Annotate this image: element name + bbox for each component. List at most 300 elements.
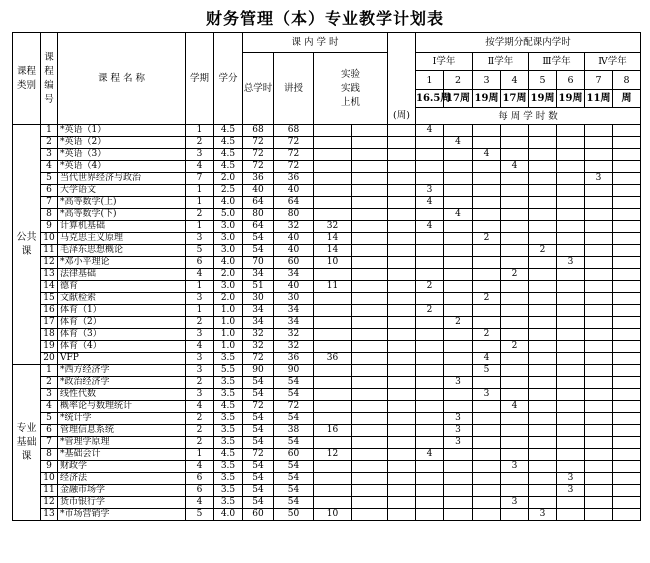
semester-weekly-hours — [529, 413, 557, 425]
course-total-hours: 70 — [243, 257, 274, 269]
header-name: 课 程 名 称 — [58, 33, 186, 125]
semester-weekly-hours — [473, 185, 501, 197]
semester-weekly-hours — [557, 449, 585, 461]
course-total-hours: 72 — [243, 353, 274, 365]
semester-weekly-hours: 3 — [557, 485, 585, 497]
course-credit: 1.0 — [214, 305, 243, 317]
course-number: 6 — [41, 185, 58, 197]
course-lecture-hours: 38 — [274, 425, 314, 437]
semester-weekly-hours — [557, 233, 585, 245]
semester-weekly-hours — [416, 413, 444, 425]
table-row — [13, 233, 641, 245]
course-lecture-hours: 60 — [274, 257, 314, 269]
course-lab-hours: 14 — [314, 233, 352, 245]
semester-weekly-hours — [416, 473, 444, 485]
semester-weekly-hours — [585, 125, 613, 137]
course-credit: 1.0 — [214, 317, 243, 329]
course-term: 4 — [186, 461, 214, 473]
course-credit: 4.5 — [214, 125, 243, 137]
course-name: 管理信息系统 — [58, 425, 186, 437]
header-semester: 5 — [529, 71, 557, 90]
course-credit: 4.5 — [214, 137, 243, 149]
course-total-hours: 54 — [243, 413, 274, 425]
course-credit: 2.5 — [214, 185, 243, 197]
course-credit: 4.0 — [214, 197, 243, 209]
course-number: 11 — [41, 245, 58, 257]
course-lab-hours — [314, 365, 352, 377]
header-year-2: Ⅱ学年 — [473, 53, 529, 71]
header-lab-practice-computer — [314, 53, 388, 125]
course-lecture-hours: 32 — [274, 221, 314, 233]
course-weeks — [388, 221, 416, 233]
semester-weekly-hours — [585, 245, 613, 257]
semester-weekly-hours — [473, 473, 501, 485]
category-label: 专业基础课 — [13, 365, 41, 521]
semester-weekly-hours — [529, 401, 557, 413]
course-number: 8 — [41, 449, 58, 461]
course-lab-hours — [314, 461, 352, 473]
semester-weekly-hours — [444, 149, 473, 161]
course-lecture-hours: 34 — [274, 269, 314, 281]
course-total-hours: 72 — [243, 401, 274, 413]
semester-weekly-hours — [557, 353, 585, 365]
semester-weekly-hours — [529, 353, 557, 365]
semester-weekly-hours — [501, 437, 529, 449]
course-name: 线性代数 — [58, 389, 186, 401]
course-computer-hours — [352, 197, 388, 209]
course-term: 4 — [186, 161, 214, 173]
course-lecture-hours: 40 — [274, 185, 314, 197]
semester-weekly-hours — [416, 161, 444, 173]
course-number: 4 — [41, 161, 58, 173]
course-computer-hours — [352, 173, 388, 185]
semester-weekly-hours — [473, 161, 501, 173]
semester-weekly-hours — [613, 437, 641, 449]
semester-weekly-hours — [416, 353, 444, 365]
course-name: *管理学原理 — [58, 437, 186, 449]
semester-weekly-hours — [557, 497, 585, 509]
semester-weekly-hours — [416, 425, 444, 437]
semester-weekly-hours — [473, 245, 501, 257]
semester-weekly-hours — [473, 461, 501, 473]
semester-weekly-hours: 4 — [501, 161, 529, 173]
course-weeks — [388, 197, 416, 209]
semester-weekly-hours — [557, 209, 585, 221]
course-computer-hours — [352, 401, 388, 413]
course-lecture-hours: 36 — [274, 353, 314, 365]
header-weeks: 16.5周 — [416, 90, 444, 108]
course-number: 3 — [41, 149, 58, 161]
course-name: 体育（2） — [58, 317, 186, 329]
semester-weekly-hours — [473, 281, 501, 293]
semester-weekly-hours — [529, 233, 557, 245]
course-total-hours: 34 — [243, 305, 274, 317]
table-row — [13, 449, 641, 461]
teaching-plan-table — [12, 32, 641, 521]
course-weeks — [388, 281, 416, 293]
course-number: 13 — [41, 509, 58, 521]
course-credit: 3.5 — [214, 497, 243, 509]
course-credit: 3.5 — [214, 425, 243, 437]
semester-weekly-hours — [473, 377, 501, 389]
semester-weekly-hours — [557, 341, 585, 353]
course-computer-hours — [352, 293, 388, 305]
semester-weekly-hours — [501, 173, 529, 185]
course-computer-hours — [352, 269, 388, 281]
semester-weekly-hours — [585, 317, 613, 329]
semester-weekly-hours — [444, 161, 473, 173]
semester-weekly-hours — [444, 353, 473, 365]
course-name: *政治经济学 — [58, 377, 186, 389]
course-computer-hours — [352, 125, 388, 137]
course-lab-hours: 36 — [314, 353, 352, 365]
course-computer-hours — [352, 257, 388, 269]
course-weeks — [388, 341, 416, 353]
course-credit: 3.5 — [214, 353, 243, 365]
semester-weekly-hours: 2 — [473, 329, 501, 341]
course-term: 4 — [186, 401, 214, 413]
semester-weekly-hours — [613, 365, 641, 377]
semester-weekly-hours — [416, 317, 444, 329]
semester-weekly-hours: 3 — [557, 473, 585, 485]
semester-weekly-hours — [501, 221, 529, 233]
course-lab-hours — [314, 125, 352, 137]
course-name: *英语（2） — [58, 137, 186, 149]
semester-weekly-hours — [473, 401, 501, 413]
semester-weekly-hours — [613, 293, 641, 305]
course-term: 3 — [186, 353, 214, 365]
semester-weekly-hours: 4 — [416, 125, 444, 137]
semester-weekly-hours — [444, 449, 473, 461]
course-computer-hours — [352, 185, 388, 197]
semester-weekly-hours — [416, 233, 444, 245]
course-weeks — [388, 461, 416, 473]
course-credit: 3.5 — [214, 461, 243, 473]
course-total-hours: 30 — [243, 293, 274, 305]
course-total-hours: 64 — [243, 197, 274, 209]
header-semester: 6 — [557, 71, 585, 90]
course-computer-hours — [352, 449, 388, 461]
table-row — [13, 497, 641, 509]
course-weeks — [388, 425, 416, 437]
semester-weekly-hours — [529, 317, 557, 329]
course-term: 4 — [186, 269, 214, 281]
course-total-hours: 72 — [243, 449, 274, 461]
course-total-hours: 54 — [243, 425, 274, 437]
course-term: 2 — [186, 209, 214, 221]
semester-weekly-hours — [585, 221, 613, 233]
semester-weekly-hours — [613, 377, 641, 389]
semester-weekly-hours — [444, 245, 473, 257]
semester-weekly-hours — [613, 257, 641, 269]
course-name: *市场营销学 — [58, 509, 186, 521]
course-lecture-hours: 40 — [274, 245, 314, 257]
semester-weekly-hours — [557, 365, 585, 377]
course-credit: 3.5 — [214, 473, 243, 485]
course-credit: 3.5 — [214, 485, 243, 497]
course-weeks — [388, 389, 416, 401]
course-total-hours: 54 — [243, 377, 274, 389]
semester-weekly-hours — [529, 425, 557, 437]
course-name: 当代世界经济与政治 — [58, 173, 186, 185]
course-term: 3 — [186, 389, 214, 401]
course-number: 14 — [41, 281, 58, 293]
course-lecture-hours: 40 — [274, 281, 314, 293]
semester-weekly-hours: 4 — [501, 401, 529, 413]
semester-weekly-hours — [444, 293, 473, 305]
course-computer-hours — [352, 425, 388, 437]
semester-weekly-hours — [444, 125, 473, 137]
table-row — [13, 425, 641, 437]
course-lab-hours — [314, 389, 352, 401]
course-weeks — [388, 149, 416, 161]
course-term: 3 — [186, 149, 214, 161]
semester-weekly-hours — [529, 341, 557, 353]
semester-weekly-hours: 2 — [473, 293, 501, 305]
course-name: 金融市场学 — [58, 485, 186, 497]
course-total-hours: 72 — [243, 149, 274, 161]
course-term: 3 — [186, 293, 214, 305]
semester-weekly-hours — [613, 209, 641, 221]
semester-weekly-hours — [501, 257, 529, 269]
semester-weekly-hours — [557, 509, 585, 521]
header-weekly-hours: 每 周 学 时 数 — [416, 108, 641, 125]
semester-weekly-hours — [557, 173, 585, 185]
course-name: *西方经济学 — [58, 365, 186, 377]
course-weeks — [388, 317, 416, 329]
course-computer-hours — [352, 329, 388, 341]
semester-weekly-hours — [557, 125, 585, 137]
course-weeks — [388, 437, 416, 449]
header-category: 课程类别 — [13, 33, 41, 125]
semester-weekly-hours: 2 — [501, 341, 529, 353]
semester-weekly-hours — [585, 485, 613, 497]
table-row — [13, 413, 641, 425]
semester-weekly-hours — [557, 437, 585, 449]
course-lab-hours: 10 — [314, 509, 352, 521]
course-weeks — [388, 305, 416, 317]
course-lecture-hours: 36 — [274, 173, 314, 185]
semester-weekly-hours — [501, 425, 529, 437]
semester-weekly-hours — [557, 281, 585, 293]
semester-weekly-hours — [557, 293, 585, 305]
semester-weekly-hours — [444, 257, 473, 269]
course-term: 1 — [186, 221, 214, 233]
course-lecture-hours: 54 — [274, 437, 314, 449]
semester-weekly-hours — [557, 197, 585, 209]
course-lab-hours — [314, 401, 352, 413]
table-row — [13, 161, 641, 173]
course-credit: 5.0 — [214, 209, 243, 221]
course-credit: 3.0 — [214, 245, 243, 257]
table-row — [13, 365, 641, 377]
semester-weekly-hours — [444, 473, 473, 485]
table-row — [13, 125, 641, 137]
course-weeks — [388, 137, 416, 149]
semester-weekly-hours — [444, 233, 473, 245]
course-number: 6 — [41, 425, 58, 437]
semester-weekly-hours — [416, 401, 444, 413]
semester-weekly-hours: 3 — [501, 461, 529, 473]
course-lab-hours — [314, 161, 352, 173]
course-weeks — [388, 173, 416, 185]
semester-weekly-hours — [473, 413, 501, 425]
table-row — [13, 305, 641, 317]
semester-weekly-hours — [444, 509, 473, 521]
table-row — [13, 257, 641, 269]
table-row — [13, 221, 641, 233]
semester-weekly-hours — [416, 437, 444, 449]
course-computer-hours — [352, 245, 388, 257]
semester-weekly-hours — [613, 269, 641, 281]
semester-weekly-hours — [444, 197, 473, 209]
course-total-hours: 72 — [243, 137, 274, 149]
semester-weekly-hours — [585, 233, 613, 245]
course-number: 20 — [41, 353, 58, 365]
course-number: 2 — [41, 377, 58, 389]
course-computer-hours — [352, 365, 388, 377]
course-total-hours: 80 — [243, 209, 274, 221]
course-term: 4 — [186, 341, 214, 353]
semester-weekly-hours — [501, 353, 529, 365]
course-credit: 2.0 — [214, 173, 243, 185]
semester-weekly-hours — [416, 365, 444, 377]
course-total-hours: 40 — [243, 185, 274, 197]
semester-weekly-hours — [416, 137, 444, 149]
semester-weekly-hours — [473, 173, 501, 185]
course-lab-hours — [314, 437, 352, 449]
header-weeks: 周 — [613, 90, 641, 108]
course-weeks — [388, 329, 416, 341]
course-term: 1 — [186, 281, 214, 293]
course-number: 8 — [41, 209, 58, 221]
course-computer-hours — [352, 305, 388, 317]
course-credit: 3.0 — [214, 221, 243, 233]
course-lab-hours — [314, 185, 352, 197]
header-semester: 2 — [444, 71, 473, 90]
semester-weekly-hours — [557, 461, 585, 473]
semester-weekly-hours — [529, 329, 557, 341]
semester-weekly-hours — [529, 269, 557, 281]
course-computer-hours — [352, 485, 388, 497]
semester-weekly-hours — [416, 173, 444, 185]
table-row — [13, 377, 641, 389]
course-term: 2 — [186, 413, 214, 425]
course-weeks — [388, 485, 416, 497]
course-credit: 3.0 — [214, 233, 243, 245]
course-weeks — [388, 377, 416, 389]
course-lecture-hours: 72 — [274, 401, 314, 413]
course-name: 货币银行学 — [58, 497, 186, 509]
course-credit: 4.5 — [214, 161, 243, 173]
semester-weekly-hours — [585, 365, 613, 377]
course-weeks — [388, 257, 416, 269]
semester-weekly-hours — [416, 341, 444, 353]
course-lab-hours — [314, 149, 352, 161]
semester-weekly-hours — [529, 437, 557, 449]
header-semester: 3 — [473, 71, 501, 90]
course-term: 2 — [186, 137, 214, 149]
header-semester: 1 — [416, 71, 444, 90]
semester-weekly-hours — [585, 509, 613, 521]
semester-weekly-hours: 3 — [444, 377, 473, 389]
semester-weekly-hours — [473, 305, 501, 317]
course-lab-hours — [314, 305, 352, 317]
course-computer-hours — [352, 413, 388, 425]
semester-weekly-hours — [585, 197, 613, 209]
course-credit: 4.0 — [214, 509, 243, 521]
course-lecture-hours: 90 — [274, 365, 314, 377]
semester-weekly-hours — [473, 497, 501, 509]
course-lab-hours — [314, 497, 352, 509]
semester-weekly-hours: 3 — [585, 173, 613, 185]
header-weeks: 17周 — [444, 90, 473, 108]
table-row — [13, 317, 641, 329]
semester-weekly-hours — [473, 137, 501, 149]
semester-weekly-hours — [529, 461, 557, 473]
course-lecture-hours: 54 — [274, 413, 314, 425]
course-number: 17 — [41, 317, 58, 329]
course-lab-hours — [314, 485, 352, 497]
semester-weekly-hours — [585, 497, 613, 509]
course-number: 9 — [41, 461, 58, 473]
semester-weekly-hours — [501, 245, 529, 257]
semester-weekly-hours — [529, 209, 557, 221]
table-row — [13, 209, 641, 221]
course-lecture-hours: 54 — [274, 497, 314, 509]
course-name: 德育 — [58, 281, 186, 293]
course-credit: 3.5 — [214, 389, 243, 401]
semester-weekly-hours — [613, 449, 641, 461]
semester-weekly-hours — [585, 137, 613, 149]
course-weeks — [388, 413, 416, 425]
semester-weekly-hours — [444, 497, 473, 509]
course-name: 体育（3） — [58, 329, 186, 341]
semester-weekly-hours — [473, 209, 501, 221]
semester-weekly-hours — [585, 149, 613, 161]
course-name: *英语（1） — [58, 125, 186, 137]
semester-weekly-hours — [557, 149, 585, 161]
semester-weekly-hours — [585, 461, 613, 473]
semester-weekly-hours: 4 — [444, 209, 473, 221]
header-weeks: 19周 — [529, 90, 557, 108]
course-total-hours: 54 — [243, 437, 274, 449]
semester-weekly-hours — [613, 233, 641, 245]
semester-weekly-hours — [501, 377, 529, 389]
course-lecture-hours: 72 — [274, 149, 314, 161]
course-name: 概率论与数理统计 — [58, 401, 186, 413]
semester-weekly-hours — [613, 149, 641, 161]
header-total-hours: 总学时 — [243, 53, 274, 125]
semester-weekly-hours — [473, 257, 501, 269]
semester-weekly-hours — [444, 305, 473, 317]
semester-weekly-hours — [444, 341, 473, 353]
table-row — [13, 197, 641, 209]
header-lecture: 讲授 — [274, 53, 314, 125]
semester-weekly-hours — [557, 389, 585, 401]
semester-weekly-hours: 5 — [473, 365, 501, 377]
semester-weekly-hours: 3 — [501, 497, 529, 509]
semester-weekly-hours — [557, 137, 585, 149]
course-lab-hours — [314, 329, 352, 341]
course-weeks — [388, 185, 416, 197]
semester-weekly-hours: 2 — [444, 317, 473, 329]
semester-weekly-hours — [416, 245, 444, 257]
semester-weekly-hours — [416, 209, 444, 221]
course-term: 1 — [186, 305, 214, 317]
header-weeks: 19周 — [473, 90, 501, 108]
semester-weekly-hours: 3 — [473, 389, 501, 401]
